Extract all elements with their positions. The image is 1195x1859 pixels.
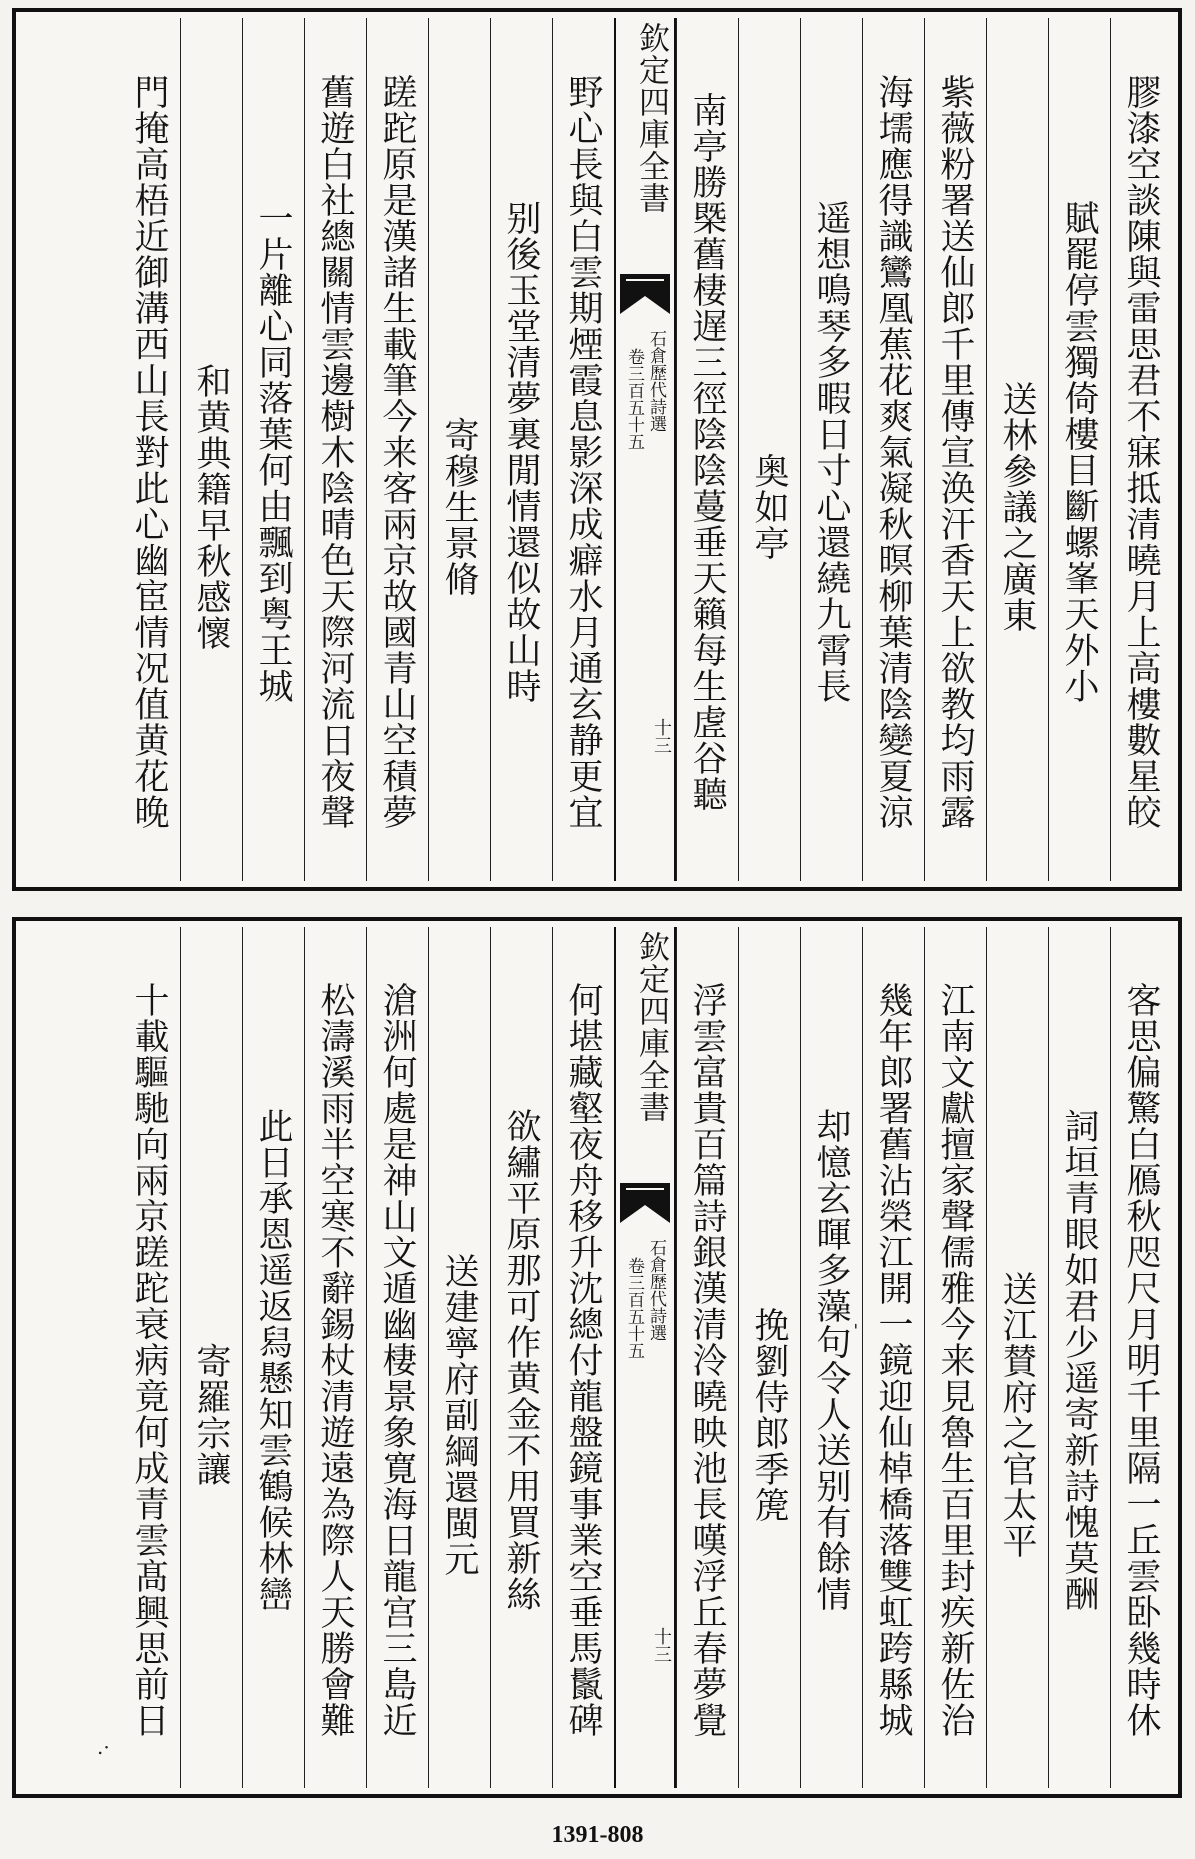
verse-text: 海壖應得識鸞凰蕉花爽氣凝秋暝柳葉清陰變夏涼 [873,73,913,830]
stray-mark: .· [97,1735,110,1759]
poem-title-column [180,18,242,881]
verse-text: 蹉跎原是漢諸生載筆今来客兩京故國青山空積夢 [377,73,417,830]
verse-text: 此日承恩遥返舄懸知雲鶴候林巒 [253,1107,293,1612]
verse-text: 客思偏驚白鴈秋咫尺月明千里隔一丘雲卧幾時休 [1121,981,1161,1738]
verse-text: 却憶玄暉多藻句令人送别有餘情 [811,1107,851,1612]
poem-title: 送江賛府之官太平 [997,1270,1037,1559]
poem-title: 寄穆生景脩 [439,416,479,597]
verse-text: 江南文獻擅家聲儒雅今来見魯生百里封疾新佐治 [935,981,975,1738]
collection-title: 欽定四庫全書 [633,22,669,214]
verse-text: 門掩高梧近御溝西山長對此心幽宦情况值黄花晚 [129,73,169,830]
verse-column [366,927,428,1788]
poem-title-column [428,18,490,881]
book-title: 石倉歷代詩選 [646,330,666,432]
poem-title: 寄羅宗讓 [191,1342,231,1487]
verse-column [490,18,552,881]
poem-title-column [738,927,800,1788]
verse-column [552,927,614,1788]
verse-column [1048,18,1110,881]
verse-text: 浮雲富貴百篇詩銀漢清泠曉映池長嘆浮丘春夢覺 [687,981,727,1738]
poem-title: 和黄典籍早秋感懷 [191,362,231,651]
verse-column [800,927,862,1788]
verse-text: 一片離心同落葉何由飄到粤王城 [253,199,293,704]
page-number: 1391-808 [551,1822,644,1848]
top-page [12,8,1182,891]
folio-number: 十三 [651,1627,672,1663]
volume-number: 卷三百五十五 [624,348,644,450]
folio-number: 十三 [651,718,672,754]
verse-column [242,18,304,881]
verse-text: 幾年郎署舊沾榮江開一鏡迎仙棹橋落雙虹跨縣城 [873,981,913,1738]
poem-title-column [986,927,1048,1788]
fish-tail-ornament-icon [620,274,670,314]
verse-text: 别後玉堂清夢裏閒情還似故山時 [501,199,541,704]
verse-text: 紫薇粉署送仙郎千里傳宣涣汗香天上欲教均雨露 [935,73,975,830]
verse-column [118,18,180,881]
fish-tail-ornament-icon [620,1183,670,1223]
poem-title: 送建寧府副綱還閩元 [439,1252,479,1577]
verse-text: 遥想鳴琴多暇日寸心還繞九霄長 [811,199,851,704]
verse-text: 膠漆空談陳與雷思君不寐抵清曉月上高樓數星皎 [1121,73,1161,830]
poem-title-column [738,18,800,881]
verse-column [304,927,366,1788]
verse-column [1110,927,1172,1788]
poem-title-column [180,927,242,1788]
verse-column [862,18,924,881]
verse-text: 賦罷停雲獨倚樓目斷螺峯天外小 [1059,199,1099,704]
center-fold-column [614,18,676,881]
verse-column [924,927,986,1788]
verse-column [676,18,738,881]
verse-column [366,18,428,881]
poem-title: 送林參議之廣東 [997,380,1037,633]
verse-text: 舊遊白社總關情雲邊樹木陰晴色天際河流日夜聲 [315,73,355,830]
verse-text: 何堪藏壑夜舟移升沈總付龍盤鏡事業空垂馬鬛碑 [563,981,603,1738]
verse-column [490,927,552,1788]
fish-tail-ornament [620,1183,670,1223]
verse-column [552,18,614,881]
verse-text: 十載驅馳向兩京蹉跎衰病竟何成青雲髙興思前日 [129,981,169,1738]
poem-title: 奥如亭 [749,452,789,561]
center-fold-column [614,927,676,1788]
top-columns [22,18,1172,881]
verse-column [1110,18,1172,881]
verse-column [676,927,738,1788]
collection-title: 欽定四庫全書 [633,931,669,1123]
bottom-page [12,917,1182,1798]
poem-title-column [986,18,1048,881]
verse-column [862,927,924,1788]
bottom-columns [22,927,1172,1788]
verse-text: 南亭勝槩舊棲遅三徑陰陰蔓垂天籟每生虗谷聽 [687,91,727,812]
verse-column [242,927,304,1788]
book-title: 石倉歷代詩選 [646,1239,666,1341]
verse-text: 野心長與白雲期煙霞息影深成癖水月通玄静更宜 [563,73,603,830]
verse-column [924,18,986,881]
verse-text: 詞垣青眼如君少遥寄新詩愧莫酬 [1059,1107,1099,1612]
verse-column [304,18,366,881]
verse-text: 滄洲何處是神山文遁幽棲景象寛海日龍宫三島近 [377,981,417,1738]
volume-number: 卷三百五十五 [624,1257,644,1359]
stray-mark: ˈ [853,1320,859,1344]
poem-title-column [428,927,490,1788]
poem-title: 挽劉侍郎季箎 [749,1306,789,1523]
fish-tail-ornament [620,274,670,314]
verse-text: 松濤溪雨半空寒不辭錫杖清遊遠為際人天勝會難 [315,981,355,1738]
verse-column [1048,927,1110,1788]
verse-column [800,18,862,881]
verse-column [118,927,180,1788]
verse-text: 欲繡平原那可作黄金不用買新絲 [501,1107,541,1612]
